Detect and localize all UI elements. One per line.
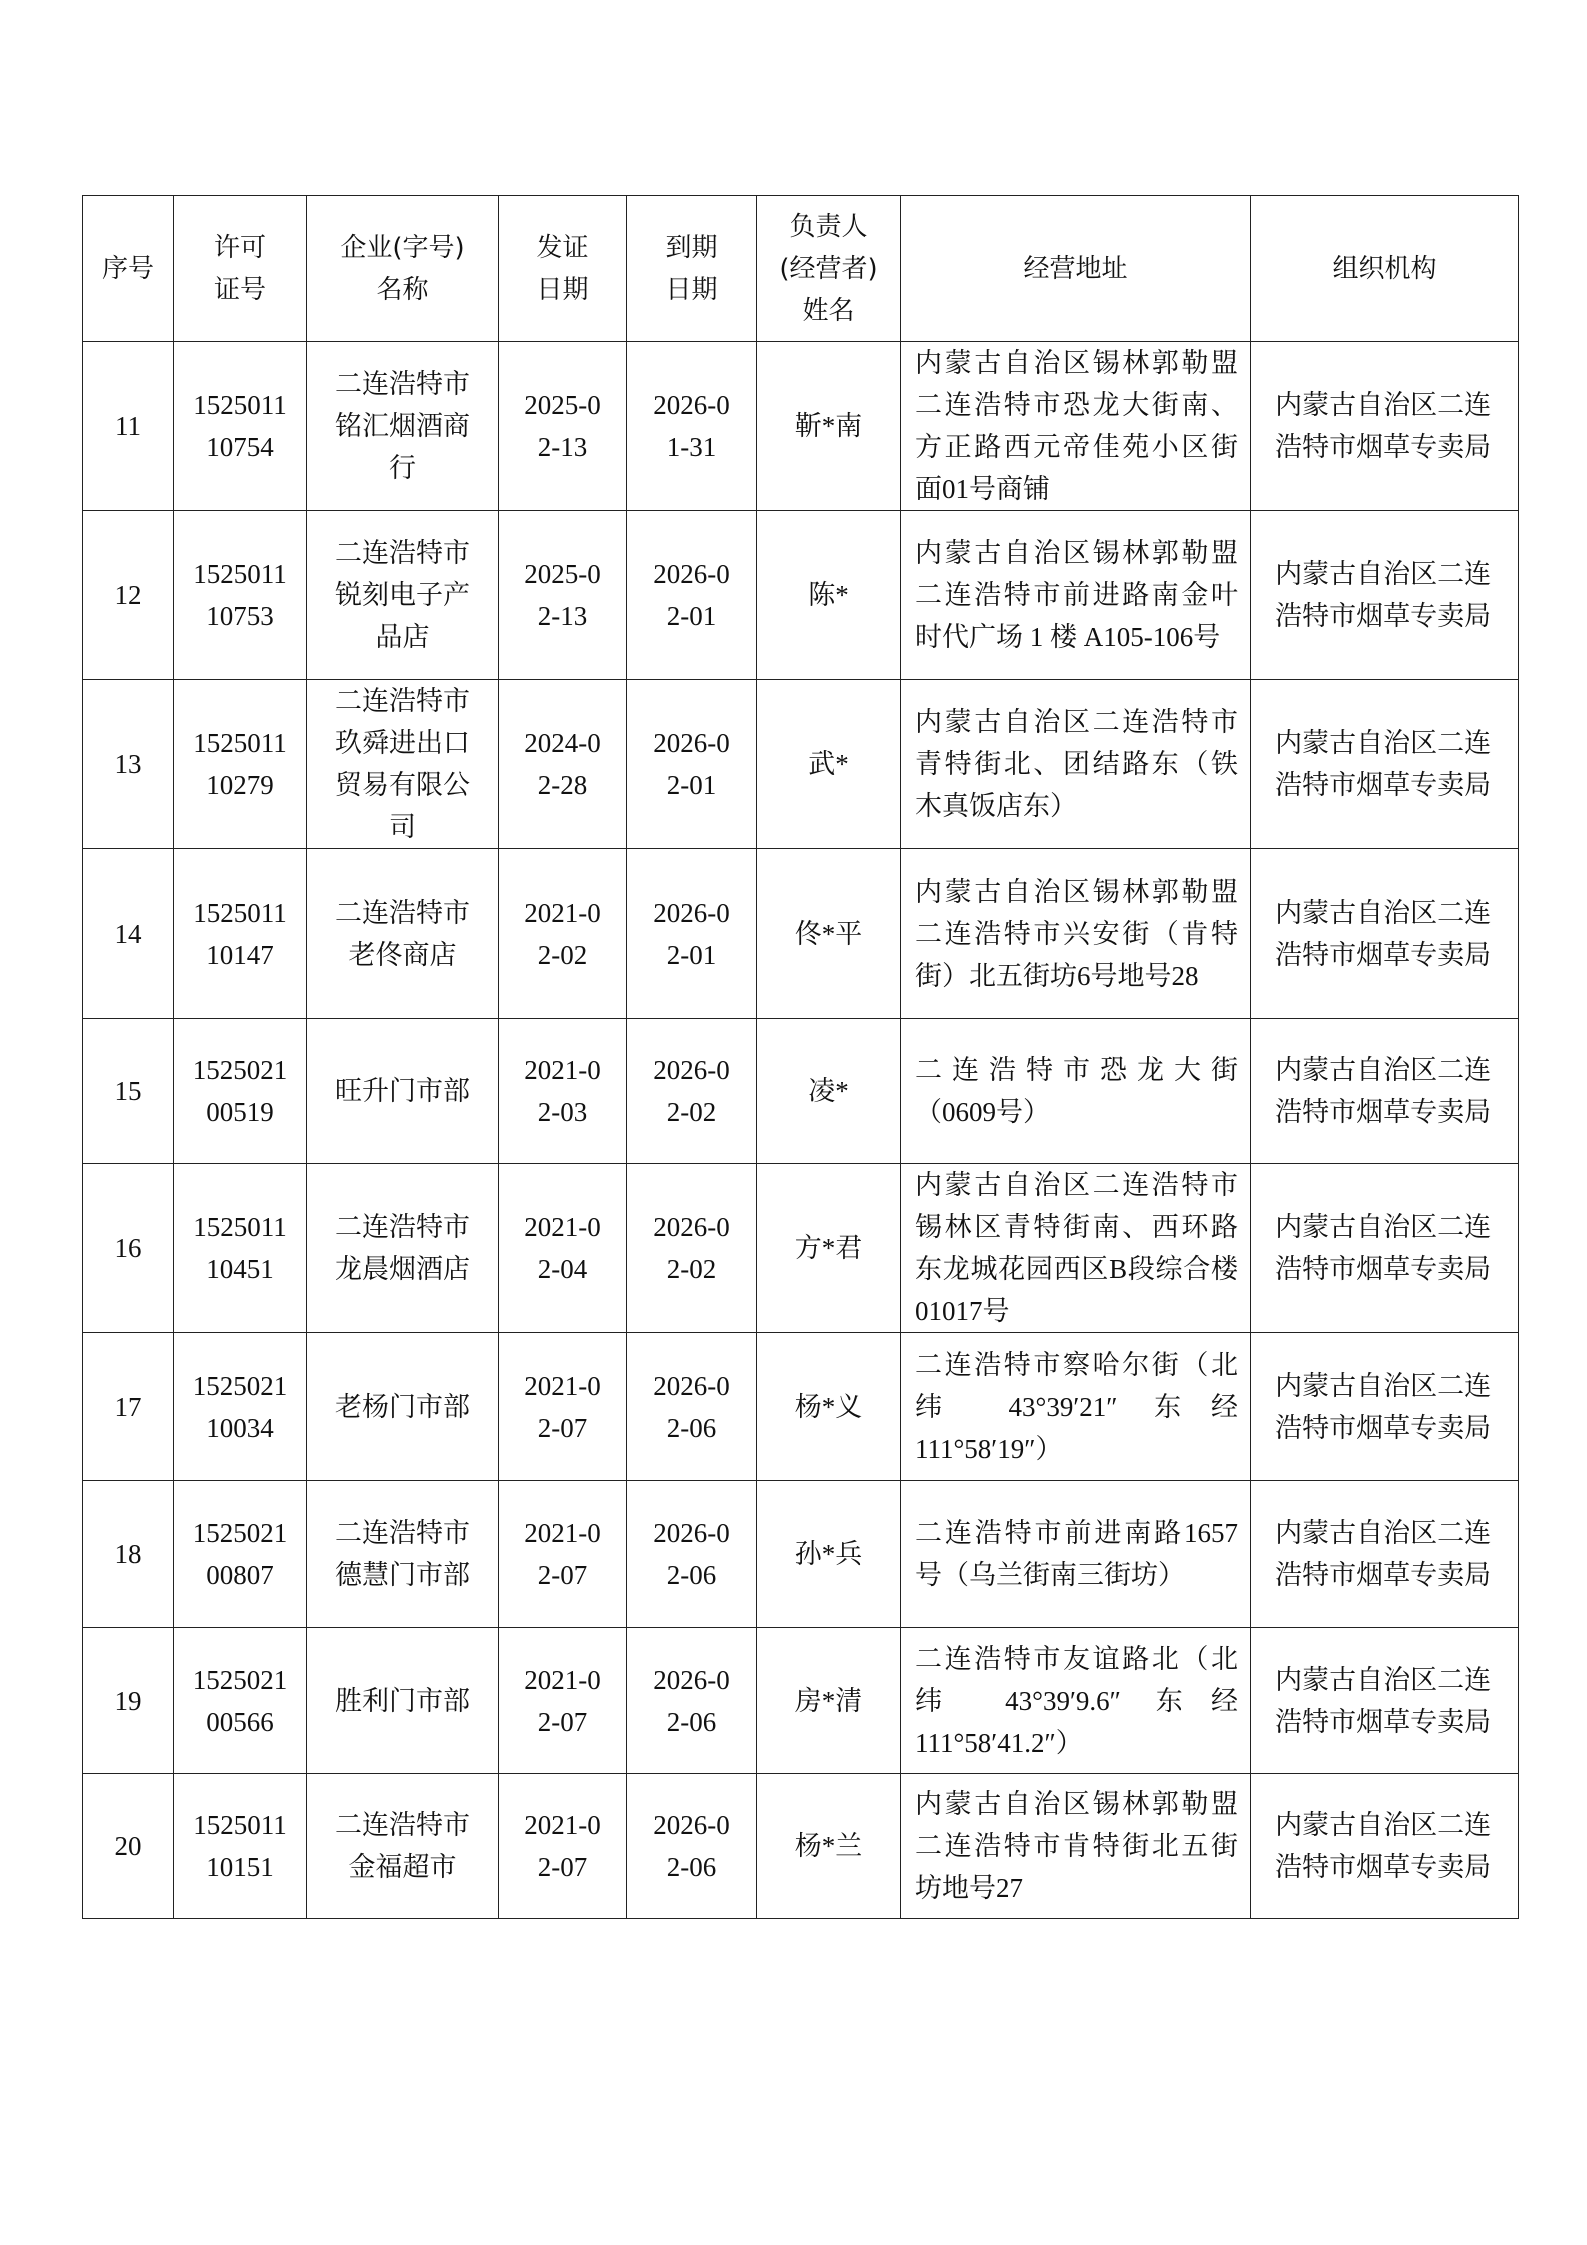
- cell-person: [757, 1481, 901, 1628]
- cell-expire-date-text: 2026-02-06: [653, 1518, 730, 1590]
- cell-org: [1251, 849, 1519, 1019]
- cell-expire-date: [627, 342, 757, 511]
- table-row: [83, 849, 1519, 1019]
- cell-org: [1251, 1164, 1519, 1333]
- cell-name: [307, 1019, 499, 1164]
- header-expire-date-text: 到期日期: [665, 232, 718, 305]
- cell-issue-date: [499, 1333, 627, 1481]
- cell-issue-date-text: 2024-02-28: [524, 728, 601, 800]
- cell-expire-date-text: 2026-02-06: [653, 1810, 730, 1882]
- cell-org: [1251, 680, 1519, 849]
- cell-address: [901, 1164, 1251, 1333]
- cell-name: [307, 511, 499, 680]
- cell-issue-date-text: 2025-02-13: [524, 559, 601, 631]
- cell-no: [83, 1019, 174, 1164]
- cell-person-text: 凌*: [808, 1076, 849, 1106]
- cell-license: [174, 1164, 307, 1333]
- header-no: 序号: [83, 196, 174, 342]
- cell-name: [307, 1164, 499, 1333]
- cell-issue-date: [499, 849, 627, 1019]
- cell-license: [174, 680, 307, 849]
- cell-address: [901, 1019, 1251, 1164]
- cell-no: [83, 1164, 174, 1333]
- cell-no-text: 19: [114, 1685, 142, 1716]
- header-issue-date: [499, 196, 627, 342]
- cell-expire-date-text: 2026-02-02: [653, 1212, 730, 1284]
- cell-no: [83, 1333, 174, 1481]
- table-row: [83, 1333, 1519, 1481]
- cell-no-text: 13: [114, 749, 142, 779]
- cell-name-text: 二连浩特市铭汇烟酒商行: [334, 369, 470, 483]
- cell-address: [901, 511, 1251, 680]
- cell-person: [757, 680, 901, 849]
- cell-org: [1251, 1481, 1519, 1628]
- cell-expire-date: [627, 849, 757, 1019]
- cell-issue-date-text: 2021-02-07: [524, 1518, 601, 1590]
- cell-name: [307, 1628, 499, 1774]
- cell-address: [901, 1333, 1251, 1481]
- cell-org-text: 内蒙古自治区二连浩特市烟草专卖局: [1275, 1370, 1492, 1443]
- cell-name-text: 二连浩特市金福超市: [334, 1810, 470, 1882]
- cell-org-text: 内蒙古自治区二连浩特市烟草专卖局: [1275, 390, 1492, 462]
- cell-license: [174, 1333, 307, 1481]
- cell-license: [174, 1774, 307, 1919]
- cell-person-text: 佟*平: [794, 918, 863, 949]
- cell-person: [757, 1774, 901, 1919]
- cell-address: [901, 1628, 1251, 1774]
- cell-no: [83, 511, 174, 680]
- cell-issue-date: [499, 680, 627, 849]
- cell-expire-date: [627, 680, 757, 849]
- cell-issue-date-text: 2021-02-07: [524, 1370, 601, 1443]
- table-row: [83, 680, 1519, 849]
- cell-issue-date: [499, 1481, 627, 1628]
- cell-license-text: 152501110147: [193, 897, 287, 970]
- header-license-text: 许可证号: [213, 232, 266, 305]
- header-issue-date-text: 发证日期: [536, 232, 589, 305]
- header-license: [174, 196, 307, 342]
- cell-org: [1251, 342, 1519, 511]
- cell-address: [901, 1774, 1251, 1919]
- cell-expire-date-text: 2026-02-01: [653, 897, 730, 970]
- cell-expire-date-text: 2026-02-06: [653, 1664, 730, 1737]
- cell-expire-date-text: 2026-02-02: [653, 1055, 730, 1127]
- cell-address-text: 内蒙古自治区二连浩特市青特街北、团结路东（铁木真饭店东）: [915, 707, 1238, 821]
- cell-address: [901, 342, 1251, 511]
- cell-name: [307, 1333, 499, 1481]
- cell-name: [307, 849, 499, 1019]
- cell-license-text: 152502110034: [192, 1370, 288, 1443]
- cell-person: [757, 511, 901, 680]
- cell-license: [174, 342, 307, 511]
- cell-address: [901, 1481, 1251, 1628]
- cell-address-text: 内蒙古自治区锡林郭勒盟二连浩特市兴安街（肯特街）北五街坊6号地号28: [915, 876, 1238, 991]
- table-header-row: [83, 196, 1519, 342]
- cell-no-text: 14: [114, 918, 142, 949]
- cell-no-text: 11: [115, 411, 141, 441]
- cell-person: [757, 342, 901, 511]
- cell-address-text: 内蒙古自治区锡林郭勒盟二连浩特市肯特街北五街坊地号27: [915, 1789, 1238, 1903]
- cell-person-text: 房*清: [794, 1685, 863, 1716]
- cell-license: [174, 1628, 307, 1774]
- cell-license: [174, 849, 307, 1019]
- cell-name: [307, 1481, 499, 1628]
- cell-no: [83, 849, 174, 1019]
- cell-org-text: 内蒙古自治区二连浩特市烟草专卖局: [1275, 1212, 1492, 1284]
- cell-person-text: 孙*兵: [794, 1539, 863, 1569]
- cell-name-text: 二连浩特市玖舜进出口贸易有限公司: [334, 686, 470, 842]
- cell-issue-date: [499, 1774, 627, 1919]
- cell-address-text: 二连浩特市察哈尔街（北纬 43°39′21″ 东经 111°58′19″）: [915, 1349, 1238, 1464]
- cell-org: [1251, 1019, 1519, 1164]
- cell-no-text: 17: [114, 1391, 142, 1422]
- table-row: [83, 1019, 1519, 1164]
- cell-name-text: 二连浩特市老佟商店: [334, 897, 470, 970]
- cell-no-text: 12: [114, 580, 142, 610]
- cell-person: [757, 1333, 901, 1481]
- table-row: [83, 1628, 1519, 1774]
- cell-person-text: 武*: [808, 749, 849, 779]
- cell-expire-date: [627, 1774, 757, 1919]
- header-expire-date: [627, 196, 757, 342]
- cell-license-text: 152501110151: [193, 1810, 287, 1882]
- cell-license: [174, 1481, 307, 1628]
- cell-address-text: 二连浩特市前进南路1657号（乌兰街南三街坊）: [915, 1518, 1238, 1590]
- header-address: 经营地址: [901, 196, 1251, 342]
- cell-person: [757, 1019, 901, 1164]
- cell-org-text: 内蒙古自治区二连浩特市烟草专卖局: [1275, 559, 1492, 631]
- cell-no: [83, 1774, 174, 1919]
- cell-issue-date-text: 2021-02-04: [524, 1212, 601, 1284]
- cell-org-text: 内蒙古自治区二连浩特市烟草专卖局: [1275, 1664, 1492, 1737]
- cell-issue-date-text: 2021-02-07: [524, 1664, 601, 1737]
- cell-name: [307, 342, 499, 511]
- cell-no: [83, 342, 174, 511]
- cell-org: [1251, 1774, 1519, 1919]
- cell-no: [83, 680, 174, 849]
- cell-name: [307, 680, 499, 849]
- table-row: [83, 1164, 1519, 1333]
- cell-name-text: 旺升门市部: [334, 1076, 470, 1106]
- header-name: 企业(字号) 名称: [307, 196, 499, 342]
- cell-org: [1251, 1628, 1519, 1774]
- cell-address-text: 二连浩特市恐龙大街（0609号）: [915, 1055, 1238, 1127]
- cell-person: [757, 849, 901, 1019]
- cell-org: [1251, 511, 1519, 680]
- cell-issue-date: [499, 1628, 627, 1774]
- cell-name-text: 二连浩特市德慧门市部: [334, 1518, 470, 1590]
- cell-issue-date: [499, 511, 627, 680]
- cell-license-text: 152501110451: [193, 1212, 287, 1284]
- cell-address-text: 内蒙古自治区锡林郭勒盟二连浩特市恐龙大街南、方正路西元帝佳苑小区街面01号商铺: [915, 348, 1238, 504]
- license-table: [82, 195, 1519, 1919]
- cell-license: [174, 511, 307, 680]
- cell-no-text: 18: [114, 1539, 142, 1569]
- header-person: 负责人 (经营者) 姓名: [757, 196, 901, 342]
- cell-org-text: 内蒙古自治区二连浩特市烟草专卖局: [1275, 1055, 1492, 1127]
- cell-person: [757, 1628, 901, 1774]
- cell-person-text: 杨*义: [794, 1391, 863, 1422]
- cell-no-text: 20: [114, 1831, 142, 1861]
- cell-person-text: 方*君: [794, 1233, 863, 1263]
- cell-org-text: 内蒙古自治区二连浩特市烟草专卖局: [1275, 728, 1492, 800]
- cell-expire-date: [627, 1164, 757, 1333]
- cell-expire-date-text: 2026-01-31: [653, 390, 730, 462]
- cell-expire-date: [627, 1628, 757, 1774]
- cell-issue-date: [499, 342, 627, 511]
- cell-license-text: 152501110279: [193, 728, 287, 800]
- cell-address-text: 二连浩特市友谊路北（北纬 43°39′9.6″ 东经 111°58′41.2″）: [915, 1643, 1238, 1758]
- cell-no-text: 16: [114, 1233, 142, 1263]
- cell-issue-date-text: 2021-02-02: [524, 897, 601, 970]
- cell-license-text: 152501110753: [193, 559, 287, 631]
- cell-person-text: 靳*南: [794, 411, 863, 441]
- cell-license: [174, 1019, 307, 1164]
- cell-org-text: 内蒙古自治区二连浩特市烟草专卖局: [1275, 1810, 1492, 1882]
- cell-name-text: 胜利门市部: [334, 1685, 470, 1716]
- cell-no: [83, 1628, 174, 1774]
- cell-expire-date-text: 2026-02-01: [653, 559, 730, 631]
- cell-org-text: 内蒙古自治区二连浩特市烟草专卖局: [1275, 1518, 1492, 1590]
- cell-issue-date-text: 2021-02-03: [524, 1055, 601, 1127]
- table-row: [83, 1774, 1519, 1919]
- table-row: [83, 511, 1519, 680]
- table-row: [83, 1481, 1519, 1628]
- cell-license-text: 152502100519: [192, 1055, 288, 1127]
- cell-org-text: 内蒙古自治区二连浩特市烟草专卖局: [1275, 897, 1492, 970]
- cell-name-text: 二连浩特市锐刻电子产品店: [334, 538, 470, 652]
- cell-no: [83, 1481, 174, 1628]
- cell-issue-date-text: 2025-02-13: [524, 390, 601, 462]
- cell-expire-date-text: 2026-02-06: [653, 1370, 730, 1443]
- table-row: [83, 342, 1519, 511]
- cell-person-text: 陈*: [808, 580, 849, 610]
- cell-issue-date: [499, 1164, 627, 1333]
- cell-license-text: 152501110754: [193, 390, 287, 462]
- cell-address: [901, 849, 1251, 1019]
- cell-expire-date-text: 2026-02-01: [653, 728, 730, 800]
- cell-address-text: 内蒙古自治区锡林郭勒盟二连浩特市前进路南金叶时代广场 1 楼 A105-106号: [915, 538, 1238, 652]
- cell-issue-date: [499, 1019, 627, 1164]
- cell-issue-date-text: 2021-02-07: [524, 1810, 601, 1882]
- cell-address-text: 内蒙古自治区二连浩特市锡林区青特街南、西环路东龙城花园西区B段综合楼01017号: [915, 1170, 1238, 1326]
- cell-name: [307, 1774, 499, 1919]
- cell-expire-date: [627, 1481, 757, 1628]
- cell-license-text: 152502100566: [192, 1664, 288, 1737]
- cell-org: [1251, 1333, 1519, 1481]
- cell-person-text: 杨*兰: [794, 1831, 863, 1861]
- header-org: 组织机构: [1251, 196, 1519, 342]
- cell-person: [757, 1164, 901, 1333]
- cell-expire-date: [627, 511, 757, 680]
- cell-license-text: 152502100807: [192, 1518, 288, 1590]
- cell-no-text: 15: [114, 1076, 142, 1106]
- cell-expire-date: [627, 1019, 757, 1164]
- cell-address: [901, 680, 1251, 849]
- cell-name-text: 老杨门市部: [334, 1391, 470, 1422]
- cell-expire-date: [627, 1333, 757, 1481]
- cell-name-text: 二连浩特市龙晨烟酒店: [334, 1212, 470, 1284]
